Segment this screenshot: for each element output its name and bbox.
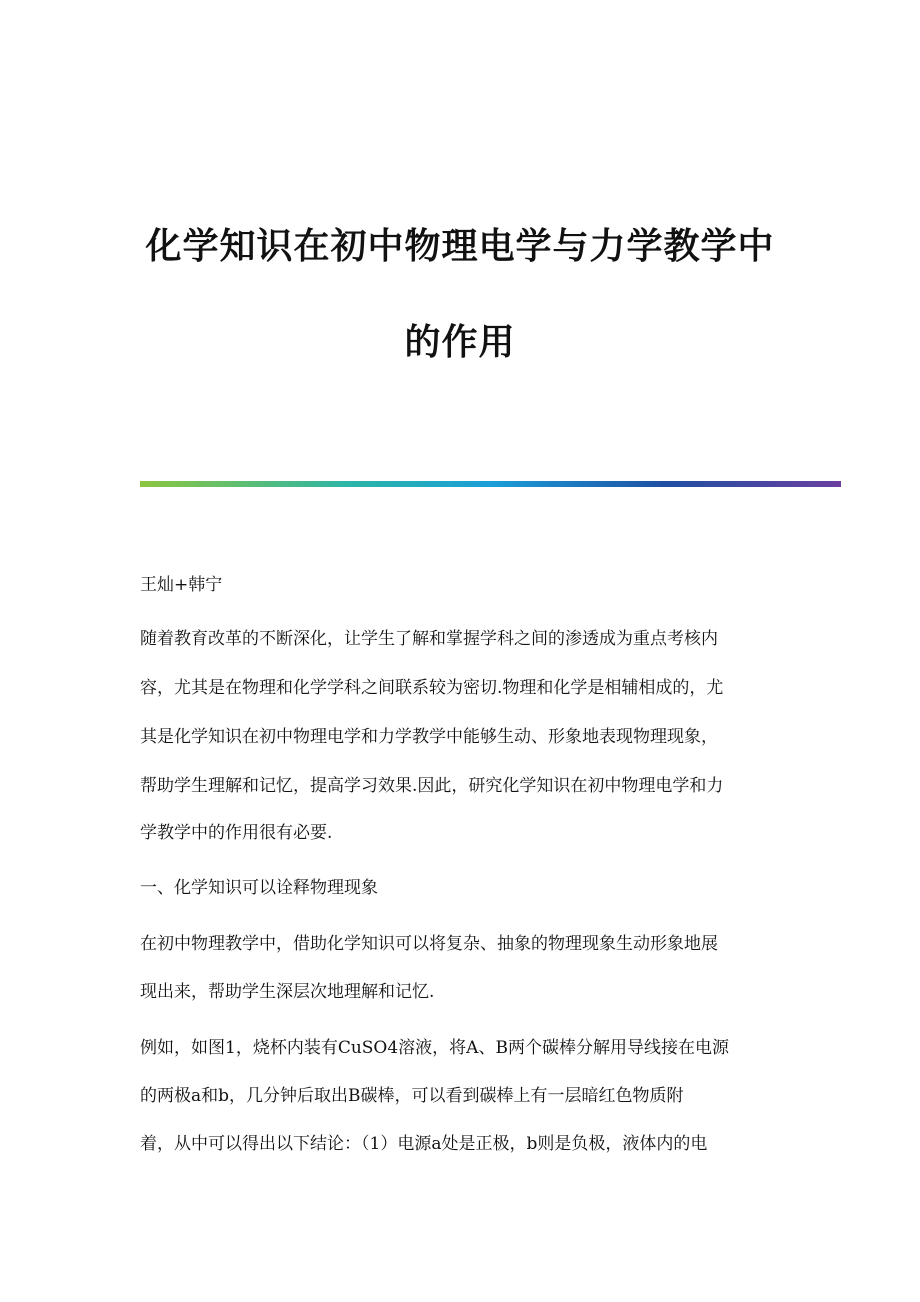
paragraph-line: 在初中物理教学中，借助化学知识可以将复杂、抽象的物理现象生动形象地展 (140, 934, 718, 954)
paragraph-line: 的两极a和b，几分钟后取出B碳棒，可以看到碳棒上有一层暗红色物质附 (140, 1086, 684, 1106)
author-line: 王灿+韩宁 (140, 575, 223, 595)
paragraph-line: 例如，如图1，烧杯内装有CuSO4溶液，将A、B两个碳棒分解用导线接在电源 (140, 1038, 729, 1058)
paragraph-line: 随着教育改革的不断深化，让学生了解和掌握学科之间的渗透成为重点考核内 (140, 629, 718, 649)
section-heading: 一、化学知识可以诠释物理现象 (140, 878, 378, 898)
paragraph-line: 着，从中可以得出以下结论：（1）电源a处是正极，b则是负极，液体内的电 (140, 1134, 708, 1154)
document-title-line-1: 化学知识在初中物理电学与力学教学中 (145, 226, 775, 267)
paragraph-line: 容，尤其是在物理和化学学科之间联系较为密切.物理和化学是相辅相成的，尤 (140, 678, 724, 698)
document-title-line-2: 的作用 (404, 322, 516, 363)
paragraph-line: 现出来，帮助学生深层次地理解和记忆. (140, 982, 435, 1002)
title-divider (140, 481, 841, 487)
paragraph-line: 其是化学知识在初中物理电学和力学教学中能够生动、形象地表现物理现象， (140, 727, 718, 747)
paragraph-line: 学教学中的作用很有必要. (140, 823, 333, 843)
paragraph-line: 帮助学生理解和记忆，提高学习效果.因此，研究化学知识在初中物理电学和力 (140, 776, 724, 796)
